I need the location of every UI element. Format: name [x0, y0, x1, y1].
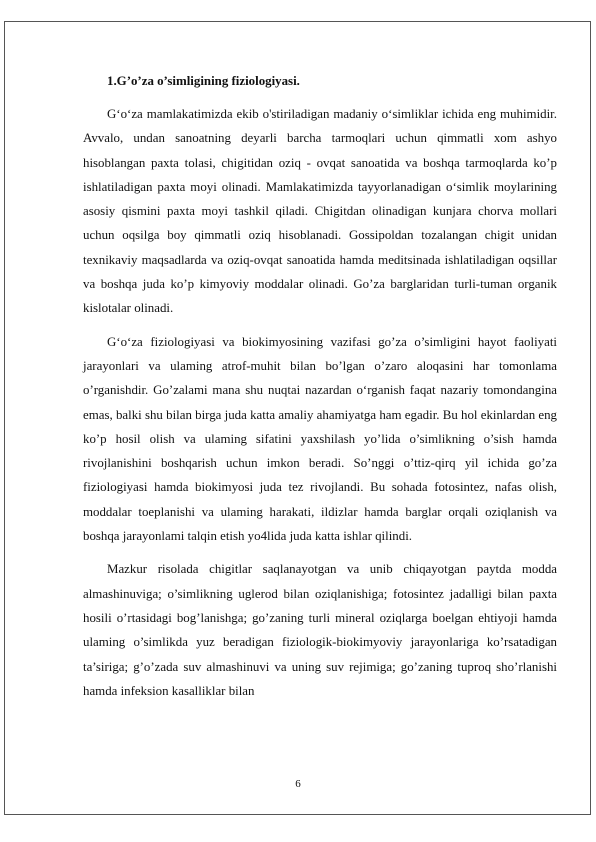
paragraph: G‘o‘za fiziologiyasi va biokimyosining vazifasi go’za o’simligini hayot faoliyati jarayonlari va ulaming atrof-muhit bilan bo’lgan o’zaro aloqasini har tomonlama o’rganishdir. Go’zalami mana shu nuqtai nazardan o‘rganish faqat nazariy tomondangina emas, balki shu bilan birga juda katta amaliy ahamiyatga ham egadir. Bu hol ekinlardan eng ko’p hosil olish va ulaming sifatini yaxshilash yo’lida o’simlikning o’sish hamda rivojlanishini boshqarish uchun imkon beradi. So’nggi o’ttiz-qirq yil ichida go’za fiziologiyasi hamda biokimyosi juda tez rivojlandi. Bu sohada fotosintez, nafas olish, moddalar toeplanishi va ulaming harakati, ildizlar hamda barglar orqali oziqlanish va boshqa jarayonlami talqin etish yo4lida juda katta ishlar qilindi.	[83, 334, 557, 544]
paragraph: Mazkur risolada chigitlar saqlanayotgan va unib chiqayotgan paytda modda almashinuviga; o’simlikning uglerod bilan oziqlanishiga; fotosintez jadalligi bilan paxta hosili o’rtasidagi bog’lanishga; go’zaning turli mineral oziqlarga boelgan ehtiyoji hamda ulaming o’simlikda yuz beradigan fiziologik-biokimyoviy jarayonlariga ko’rsatadigan ta’siriga; g’o’zada suv almashinuvi va uning suv rejimiga; go’zaning tuproq sho’rlanishi hamda infeksion kasalliklar bilan	[83, 562, 557, 698]
document-body	[83, 72, 557, 712]
page-number: 6	[295, 778, 301, 790]
paragraph: G‘o‘za mamlakatimizda ekib o'stiriladigan madaniy o‘simliklar ichida eng muhimidir. Avvalo, undan sanoatning deyarli barcha tarmoqlari uchun qimmatli xom ashyo hisoblangan paxta tolasi, chigitidan oziq - ovqat sanoatida va boshqa tarmoqlarda ko’p ishlatiladigan paxta moyi olinadi. Mamlakatimizda tayyorlanadigan o‘simlik moylarining asosiy qismini paxta moyi tashkil qiladi. Chigitdan olinadigan kunjara chorva mollari uchun oqsilga boy qimmatli oziq hisoblanadi. Gossipoldan tozalangan chigit unidan texnikaviy maqsadlarda va oziq-ovqat sanoatida hamda meditsinada ishlatiladigan oqsillar va boshqa juda ko’p kimyoviy moddalar olinadi. Go’za barglaridan turli-tuman organik kislotalar olinadi.	[83, 107, 557, 316]
section-heading: 1.G’o’za o’simligining fiziologiyasi.	[107, 74, 300, 88]
